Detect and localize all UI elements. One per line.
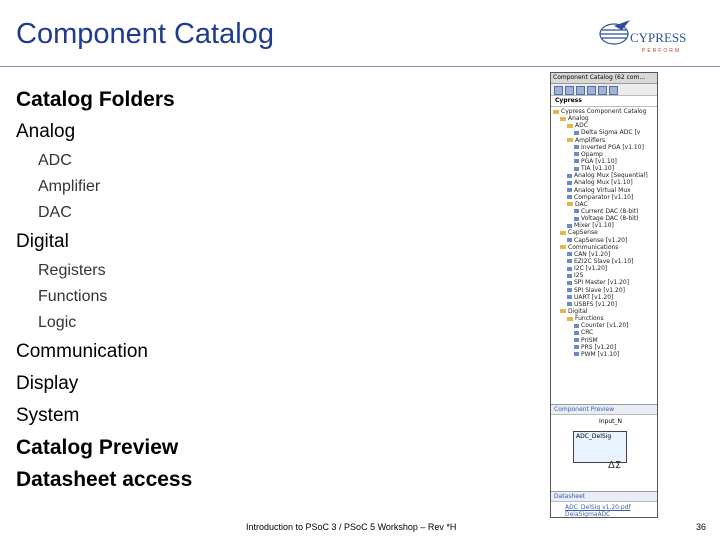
component-icon (574, 217, 579, 221)
catalog-toolbar (551, 84, 657, 96)
tree-node[interactable] (551, 187, 657, 194)
datasheet-links (551, 502, 657, 518)
folder-icon (560, 231, 566, 235)
sub-bullet-item: Registers (38, 262, 106, 279)
component-icon (567, 295, 572, 299)
datasheet-link: ADC_DelSig v1.20.pdf (565, 504, 631, 511)
tree-node[interactable] (551, 344, 657, 351)
folder-icon (560, 117, 566, 121)
tree-node[interactable] (551, 329, 657, 336)
folder-icon (560, 309, 566, 313)
tree-node[interactable] (551, 208, 657, 215)
tree-node[interactable] (551, 265, 657, 272)
footer-text: Introduction to PSoC 3 / PSoC 5 Workshop – Rev *H (246, 522, 457, 532)
component-preview (551, 415, 657, 492)
tree-node[interactable] (551, 294, 657, 301)
toolbar-icon (587, 86, 596, 95)
component-icon (567, 181, 572, 185)
tree-node[interactable] (551, 165, 657, 172)
tree-node[interactable] (551, 179, 657, 186)
adc-symbol (573, 431, 627, 471)
tree-node-label: Digital (568, 307, 588, 315)
sub-bullet-item: Functions (38, 288, 108, 305)
component-icon (574, 159, 579, 163)
tree-node[interactable] (551, 287, 657, 294)
folder-icon (567, 317, 573, 321)
component-icon (567, 281, 572, 285)
tree-node[interactable] (551, 172, 657, 179)
tree-node[interactable] (551, 244, 657, 251)
component-icon (574, 345, 579, 349)
tree-node-label: PRS [v1.20] (581, 343, 617, 351)
tree-node[interactable] (551, 129, 657, 136)
component-icon (567, 302, 572, 306)
slide-title: Component Catalog (16, 18, 274, 50)
tree-node[interactable] (551, 151, 657, 158)
tree-node-label: Comparator [v1.10] (574, 193, 634, 201)
component-icon (567, 188, 572, 192)
tree-node[interactable] (551, 272, 657, 279)
component-icon (574, 209, 579, 213)
bullet-item: Catalog Preview (16, 436, 179, 459)
tree-node-label: Analog Mux [Sequential] (574, 172, 648, 180)
delta-sigma-icon: ΔΣ (608, 460, 622, 471)
tree-node[interactable] (551, 308, 657, 315)
catalog-tree (551, 107, 657, 405)
tree-node-label: Opamp (581, 150, 603, 158)
svg-text:PERFORM: PERFORM (642, 48, 681, 54)
tree-node[interactable] (551, 137, 657, 144)
tree-node-label: Inverted PGA [v1.10] (581, 143, 644, 151)
tree-node[interactable] (551, 115, 657, 122)
bullet-item: Communication (16, 341, 148, 362)
tree-node[interactable] (551, 122, 657, 129)
bullet-item: Digital (16, 231, 69, 252)
toolbar-icon (609, 86, 618, 95)
tree-node-label: I2C [v1.20] (574, 265, 608, 273)
tree-node-label: CapSense (568, 229, 598, 237)
folder-icon (567, 124, 573, 128)
tree-node[interactable] (551, 337, 657, 344)
tree-node-label: EZI2C Slave [v1.10] (574, 257, 634, 265)
tree-node-label: CRC (581, 329, 594, 337)
tree-node[interactable] (551, 258, 657, 265)
cypress-logo-icon (596, 18, 708, 58)
component-icon (574, 331, 579, 335)
title-divider (0, 66, 720, 67)
datasheet-link: DelaSigmaADC (565, 511, 611, 518)
logo-text: CYPRESS (630, 30, 687, 45)
tree-node-label: DAC (575, 200, 588, 208)
tab-cypress: Cypress (551, 96, 657, 107)
toolbar-icon (576, 86, 585, 95)
bullet-item: Datasheet access (16, 468, 193, 491)
component-icon (574, 131, 579, 135)
tree-node[interactable] (551, 229, 657, 236)
tree-node-label: Cypress Component Catalog (561, 108, 647, 115)
preview-part-label: Input_N (599, 418, 623, 425)
tree-node-label: Delta Sigma ADC [v (581, 129, 641, 137)
bullet-item: System (16, 405, 80, 426)
tree-node-label: CAN [v1.20] (574, 250, 611, 258)
component-icon (567, 224, 572, 228)
bullet-item: Analog (16, 121, 76, 142)
component-icon (574, 352, 579, 356)
tree-node-label: Counter [v1.20] (581, 322, 629, 330)
component-icon (574, 324, 579, 328)
tree-node[interactable] (551, 194, 657, 201)
folder-icon (567, 138, 573, 142)
component-icon (574, 152, 579, 156)
bullet-item: Catalog Folders (16, 88, 175, 111)
tree-node-label: PWM [v1.10] (581, 350, 620, 358)
tree-node[interactable] (551, 351, 657, 358)
catalog-window-title: Component Catalog (62 com... (551, 73, 657, 84)
component-icon (567, 174, 572, 178)
datasheet-header: Datasheet (551, 492, 657, 502)
tree-node[interactable] (551, 108, 657, 115)
component-icon (567, 252, 572, 256)
tree-node[interactable] (551, 158, 657, 165)
sub-bullet-item: ADC (38, 152, 72, 169)
tree-node-label: Amplifiers (575, 136, 606, 144)
tree-node[interactable] (551, 201, 657, 208)
component-icon (567, 259, 572, 263)
tree-node[interactable] (551, 301, 657, 308)
component-icon (567, 267, 572, 271)
tree-node-label: Functions (575, 315, 604, 323)
page-number: 36 (696, 522, 707, 532)
sub-bullet-item: Amplifier (38, 178, 101, 195)
component-icon (574, 145, 579, 149)
tree-node[interactable] (551, 279, 657, 286)
tree-node-label: PrISM (581, 336, 598, 344)
component-icon (567, 238, 572, 242)
tree-node-label: TIA [v1.10] (581, 165, 615, 173)
tree-node-label: SPI Slave [v1.20] (574, 286, 625, 294)
tree-node-label: Voltage DAC (8-bit) (581, 215, 639, 223)
tree-node-label: I2S (574, 272, 584, 280)
preview-header: Component Preview (551, 405, 657, 415)
bullet-list (16, 84, 536, 496)
tree-node[interactable] (551, 215, 657, 222)
toolbar-icon (565, 86, 574, 95)
tree-node[interactable] (551, 237, 657, 244)
component-catalog-screenshot (550, 72, 658, 518)
component-icon (567, 288, 572, 292)
tree-node[interactable] (551, 222, 657, 229)
tree-node[interactable] (551, 144, 657, 151)
tree-node-label: Mixer [v1.10] (574, 222, 614, 230)
tree-node[interactable] (551, 251, 657, 258)
tree-node-label: Analog (568, 115, 589, 123)
component-icon (574, 338, 579, 342)
folder-icon (567, 202, 573, 206)
tree-node-label: UART [v1.20] (574, 293, 614, 301)
tree-node-label: CapSense [v1.20] (574, 236, 628, 244)
tree-node-label: SPI Master [v1.20] (574, 279, 630, 287)
component-icon (574, 167, 579, 171)
tree-node-label: PGA [v1.10] (581, 157, 617, 165)
component-icon (567, 195, 572, 199)
toolbar-icon (598, 86, 607, 95)
component-icon (567, 274, 572, 278)
toolbar-icon (554, 86, 563, 95)
tree-node-label: Communications (568, 243, 619, 251)
tree-node-label: ADC (575, 122, 588, 130)
tree-node[interactable] (551, 322, 657, 329)
tree-node-label: Current DAC (8-bit) (581, 207, 639, 215)
tree-node-label: Analog Mux [v1.10] (574, 179, 633, 187)
folder-icon (553, 110, 559, 114)
folder-icon (560, 245, 566, 249)
sub-bullet-item: DAC (38, 204, 72, 221)
sub-bullet-item: Logic (38, 314, 77, 331)
bullet-item: Display (16, 373, 79, 394)
tree-node-label: USBFS [v1.20] (574, 300, 617, 308)
preview-symbol-label: ADC_DelSig (576, 433, 612, 440)
tree-node-label: Analog Virtual Mux (574, 186, 631, 194)
tree-node[interactable] (551, 315, 657, 322)
